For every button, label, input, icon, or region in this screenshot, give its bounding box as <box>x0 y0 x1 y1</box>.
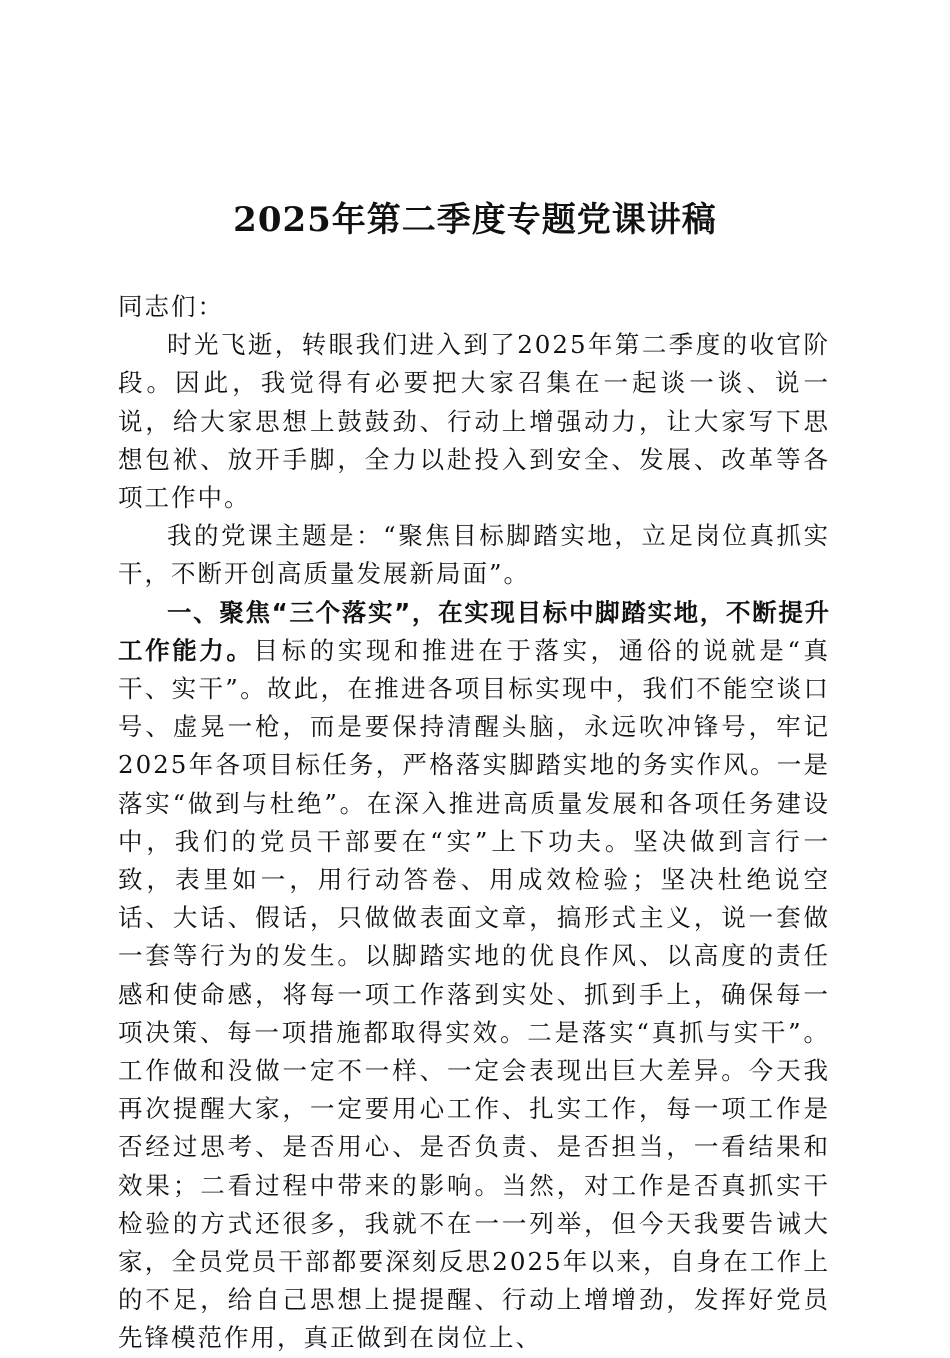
section-1-heading: 一、聚焦“三个落实”，在实现目标中脚踏实地，不断提升工作能力。 <box>118 597 830 665</box>
salutation: 同志们： <box>118 292 224 321</box>
paragraph-opening: 时光飞逝，转眼我们进入到了2025年第二季度的收官阶段。因此，我觉得有必要把大家召集在一起谈一谈、说一说，给大家思想上鼓鼓劲、行动上增强动力，让大家写下思想包袱、放开手脚，全力以赴投入到安全、发展、改革等各项工作中。 <box>118 330 830 513</box>
paragraph-theme: 我的党课主题是：“聚焦目标脚踏实地，立足岗位真抓实干，不断开创高质量发展新局面”。 <box>118 521 830 589</box>
document-body <box>118 288 830 1358</box>
section-1-paragraph <box>118 594 830 1358</box>
document-title: 2025年第二季度专题党课讲稿 <box>233 200 717 240</box>
section-1-body: 目标的实现和推进在于落实，通俗的说就是“真干、实干”。故此，在推进各项目标实现中，我们不能空谈口号、虚晃一枪，而是要保持清醒头脑，永远吹冲锋号，牢记2025年各项目标任务，严格落实脚踏实地的务实作风。一是落实“做到与杜绝”。在深入推进高质量发展和各项任务建设中，我们的党员干部要在“实”上下功夫。坚决做到言行一致，表里如一，用行动答卷、用成效检验；坚决杜绝说空话、大话、假话，只做做表面文章，搞形式主义，说一套做一套等行为的发生。以脚踏实地的优良作风、以高度的责任感和使命感，将每一项工作落到实处、抓到手上，确保每一项决策、每一项措施都取得实效。二是落实“真抓与实干”。工作做和没做一定不一样、一定会表现出巨大差异。今天我再次提醒大家，一定要用心工作、扎实工作，每一项工作是否经过思考、是否用心、是否负责、是否担当，一看结果和效果；二看过程中带来的影响。当然，对工作是否真抓实干检验的方式还很多，我就不在一一列举，但今天我要告诫大家，全员党员干部都要深刻反思2025年以来，自身在工作上的不足，给自己思想上提提醒、行动上增增劲，发挥好党员先锋模范作用，真正做到在岗位上、 <box>118 635 830 1353</box>
